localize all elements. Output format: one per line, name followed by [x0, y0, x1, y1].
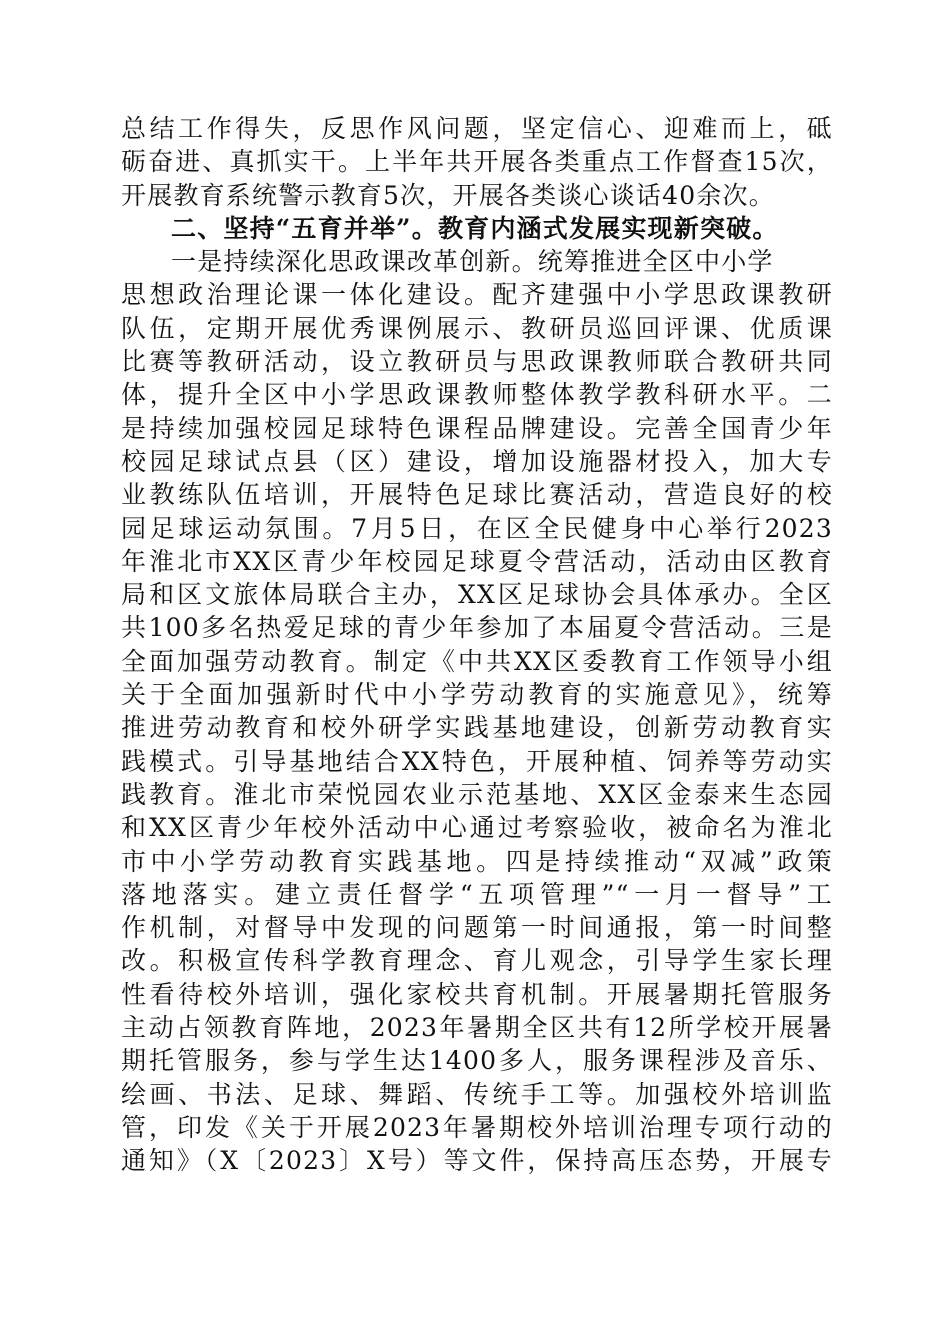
text-line: 改。积极宣传科学教育理念、育儿观念，引导学生家长理 [121, 946, 833, 976]
text-line: 期托管服务，参与学生达1400多人，服务课程涉及音乐、 [121, 1046, 833, 1076]
text-line: 共100多名热爱足球的青少年参加了本届夏令营活动。三是 [121, 613, 833, 643]
text-line: 全面加强劳动教育。制定《中共XX区委教育工作领导小组 [121, 646, 833, 676]
section-heading: 二、坚持“五育并举”。教育内涵式发展实现新突破。 [171, 213, 779, 243]
text-line: 和XX区青少年校外活动中心通过考察验收，被命名为淮北 [121, 813, 833, 843]
text-line: 校园足球试点县（区）建设，增加设施器材投入，加大专 [121, 446, 833, 476]
text-line: 砺奋进、真抓实干。上半年共开展各类重点工作督查15次， [121, 147, 833, 177]
text-line: 年淮北市XX区青少年校园足球夏令营活动，活动由区教育 [121, 546, 833, 576]
text-line: 是持续加强校园足球特色课程品牌建设。完善全国青少年 [121, 413, 833, 443]
text-line: 一是持续深化思政课改革创新。统筹推进全区中小学 [171, 247, 774, 277]
text-line: 关于全面加强新时代中小学劳动教育的实施意见》，统筹 [121, 680, 833, 710]
text-line: 总结工作得失，反思作风问题，坚定信心、迎难而上，砥 [121, 114, 833, 143]
text-line: 绘画、书法、足球、舞蹈、传统手工等。加强校外培训监 [121, 1079, 833, 1109]
text-line: 队伍，定期开展优秀课例展示、教研员巡回评课、优质课 [121, 313, 833, 343]
text-line: 管，印发《关于开展2023年暑期校外培训治理专项行动的 [121, 1112, 833, 1142]
text-line: 开展教育系统警示教育5次，开展各类谈心谈话40余次。 [121, 180, 775, 210]
text-line: 体，提升全区中小学思政课教师整体教学教科研水平。二 [121, 380, 833, 410]
document-body [121, 112, 833, 1178]
text-line: 性看待校外培训，强化家校共育机制。开展暑期托管服务 [121, 979, 833, 1009]
text-line: 落地落实。建立责任督学“五项管理”“一月一督导”工 [121, 879, 833, 909]
text-line: 主动占领教育阵地，2023年暑期全区共有12所学校开展暑 [121, 1013, 833, 1043]
text-line: 思想政治理论课一体化建设。配齐建强中小学思政课教研 [121, 280, 833, 310]
text-line: 践教育。淮北市荣悦园农业示范基地、XX区金泰来生态园 [121, 779, 833, 809]
text-line: 作机制，对督导中发现的问题第一时间通报，第一时间整 [121, 913, 833, 943]
text-line: 业教练队伍培训，开展特色足球比赛活动，营造良好的校 [121, 480, 833, 510]
text-line: 践模式。引导基地结合XX特色，开展种植、饲养等劳动实 [121, 746, 833, 776]
text-line: 比赛等教研活动，设立教研员与思政课教师联合教研共同 [121, 347, 833, 377]
text-line: 局和区文旅体局联合主办，XX区足球协会具体承办。全区 [121, 580, 833, 610]
text-line: 市中小学劳动教育实践基地。四是持续推动“双减”政策 [121, 846, 833, 876]
text-line: 园足球运动氛围。7月5日，在区全民健身中心举行2023 [121, 513, 833, 543]
text-line: 通知》（X〔2023〕X号）等文件，保持高压态势，开展专 [121, 1146, 833, 1176]
text-line: 推进劳动教育和校外研学实践基地建设，创新劳动教育实 [121, 713, 833, 743]
